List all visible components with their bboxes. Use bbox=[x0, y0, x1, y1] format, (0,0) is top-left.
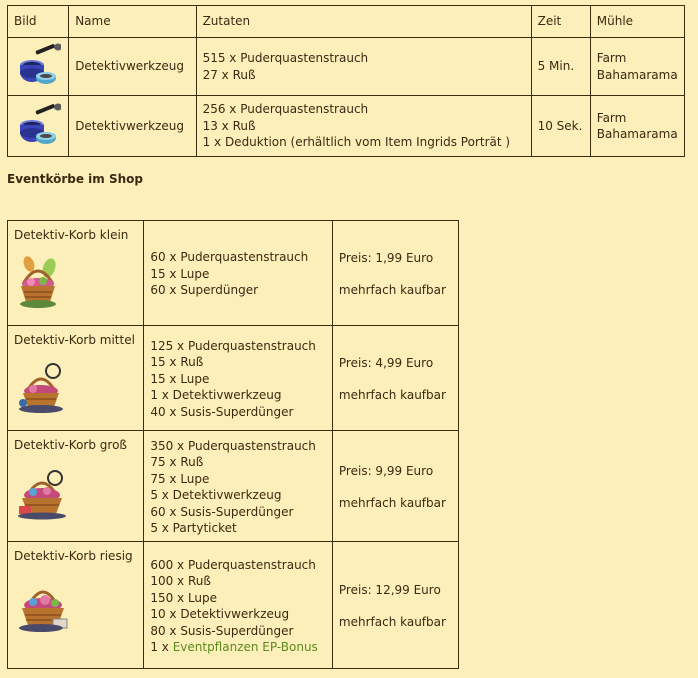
content-line: 150 x Lupe bbox=[150, 590, 218, 605]
basket-price-cell bbox=[332, 431, 458, 542]
recipe-mill: Farm Bahamarama bbox=[590, 96, 684, 157]
basket-contents bbox=[144, 431, 333, 542]
content-line: 15 x Lupe bbox=[150, 266, 210, 281]
content-line: 5 x Detektivwerkzeug bbox=[150, 488, 282, 502]
large-basket-icon bbox=[15, 464, 69, 520]
detective-tool-icon bbox=[15, 101, 61, 147]
detective-tool-icon bbox=[15, 41, 61, 87]
recipe-image-cell bbox=[8, 96, 69, 157]
recipe-image-cell bbox=[8, 38, 69, 96]
basket-price: Preis: 1,99 Euro bbox=[338, 250, 434, 265]
huge-basket-icon bbox=[15, 575, 71, 633]
ingredient-line: 1 x Deduktion (erhältlich vom Item Ingrids Porträt ) bbox=[202, 135, 511, 150]
basket-contents bbox=[144, 221, 333, 326]
basket-name: Detektiv-Korb mittel bbox=[14, 333, 135, 347]
basket-price: Preis: 12,99 Euro bbox=[338, 582, 441, 597]
recipe-ingredients bbox=[196, 38, 531, 96]
basket-contents bbox=[144, 542, 333, 669]
basket-price-cell bbox=[332, 542, 458, 669]
basket-name: Detektiv-Korb groß bbox=[14, 438, 127, 452]
content-line: 80 x Susis-Superdünger bbox=[150, 623, 294, 638]
small-basket-icon bbox=[15, 254, 61, 310]
shop-row bbox=[8, 542, 459, 669]
content-line: 75 x Lupe bbox=[150, 471, 210, 486]
recipe-name: Detektivwerkzeug bbox=[69, 38, 196, 96]
content-line: 60 x Susis-Superdünger bbox=[150, 504, 294, 519]
header-name: Name bbox=[69, 6, 196, 38]
recipe-ingredients bbox=[196, 96, 531, 157]
content-prefix: 1 x bbox=[150, 640, 173, 654]
header-zeit: Zeit bbox=[531, 6, 590, 38]
header-bild: Bild bbox=[8, 6, 69, 38]
basket-note: mehrfach kaufbar bbox=[338, 283, 446, 297]
content-line: 60 x Superdünger bbox=[150, 283, 259, 298]
content-line: 1 x Detektivwerkzeug bbox=[150, 388, 282, 403]
basket-name: Detektiv-Korb riesig bbox=[14, 549, 133, 563]
content-line: 600 x Puderquastenstrauch bbox=[150, 557, 316, 572]
content-line bbox=[150, 639, 326, 656]
ingredient-line: 515 x Puderquastenstrauch bbox=[202, 51, 369, 65]
basket-price-cell bbox=[332, 221, 458, 326]
basket-price: Preis: 4,99 Euro bbox=[338, 355, 434, 370]
recipe-row bbox=[8, 38, 685, 96]
shop-row bbox=[8, 431, 459, 542]
content-line: 10 x Detektivwerkzeug bbox=[150, 607, 290, 621]
recipe-header-row bbox=[8, 6, 685, 38]
basket-cell bbox=[8, 431, 144, 542]
shop-row bbox=[8, 326, 459, 431]
basket-cell bbox=[8, 326, 144, 431]
basket-price-cell bbox=[332, 326, 458, 431]
shop-row bbox=[8, 221, 459, 326]
basket-note: mehrfach kaufbar bbox=[338, 496, 446, 510]
eventpflanzen-bonus-link[interactable]: Eventpflanzen EP-Bonus bbox=[172, 640, 318, 654]
basket-cell bbox=[8, 542, 144, 669]
shop-table bbox=[7, 220, 459, 669]
basket-note: mehrfach kaufbar bbox=[338, 615, 446, 629]
recipe-name: Detektivwerkzeug bbox=[69, 96, 196, 157]
recipe-row bbox=[8, 96, 685, 157]
content-line: 100 x Ruß bbox=[150, 574, 211, 588]
basket-contents bbox=[144, 326, 333, 431]
shop-heading: Eventkörbe im Shop bbox=[7, 172, 143, 186]
content-line: 40 x Susis-Superdünger bbox=[150, 404, 294, 419]
recipe-table bbox=[7, 5, 685, 157]
content-line: 5 x Partyticket bbox=[150, 521, 237, 535]
basket-name: Detektiv-Korb klein bbox=[14, 228, 129, 242]
ingredient-line: 13 x Ruß bbox=[202, 118, 256, 133]
content-line: 75 x Ruß bbox=[150, 455, 204, 469]
header-zutaten: Zutaten bbox=[196, 6, 531, 38]
recipe-time: 5 Min. bbox=[531, 38, 590, 96]
recipe-mill: Farm Bahamarama bbox=[590, 38, 684, 96]
header-muehle: Mühle bbox=[590, 6, 684, 38]
ingredient-line: 27 x Ruß bbox=[202, 67, 256, 82]
recipe-time: 10 Sek. bbox=[531, 96, 590, 157]
content-line: 125 x Puderquastenstrauch bbox=[150, 338, 316, 353]
basket-note: mehrfach kaufbar bbox=[338, 388, 446, 402]
content-line: 15 x Lupe bbox=[150, 371, 210, 386]
ingredient-line: 256 x Puderquastenstrauch bbox=[202, 102, 369, 117]
basket-price: Preis: 9,99 Euro bbox=[338, 463, 434, 478]
basket-cell bbox=[8, 221, 144, 326]
medium-basket-icon bbox=[15, 359, 67, 413]
content-line: 350 x Puderquastenstrauch bbox=[150, 438, 316, 453]
content-line: 15 x Ruß bbox=[150, 355, 204, 370]
content-line: 60 x Puderquastenstrauch bbox=[150, 250, 309, 265]
